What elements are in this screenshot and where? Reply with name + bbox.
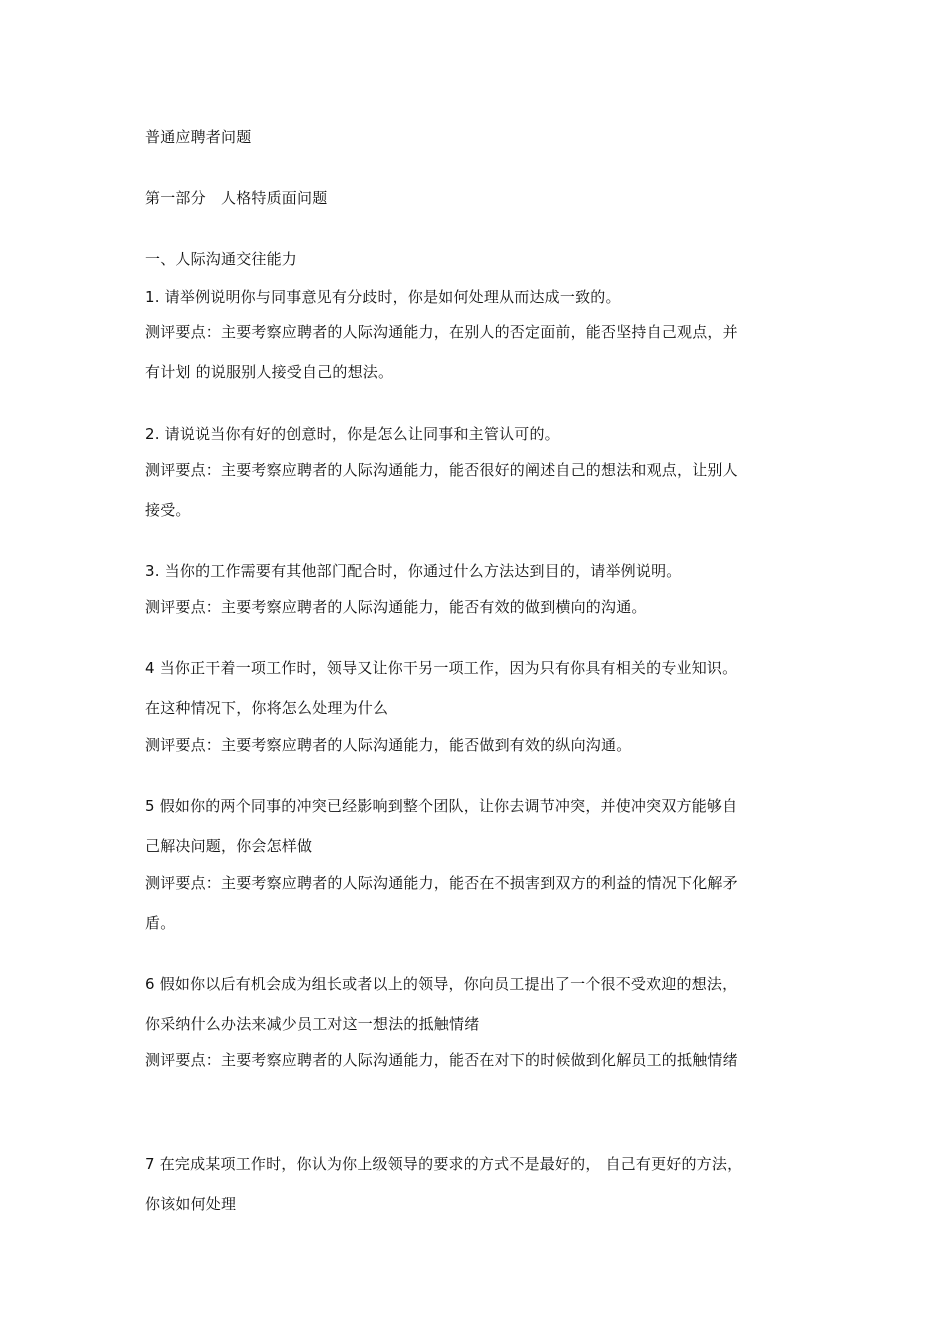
evaluation-6-line-1: 测评要点：主要考察应聘者的人际沟通能力，能否在对下的时候做到化解员工的抵触情绪 bbox=[145, 1051, 738, 1069]
evaluation-3-line-1: 测评要点：主要考察应聘者的人际沟通能力，能否有效的做到横向的沟通。 bbox=[145, 598, 647, 616]
question-1: 1. 请举例说明你与同事意见有分歧时，你是如何处理从而达成一致的。 bbox=[145, 288, 621, 306]
evaluation-2-line-2: 接受。 bbox=[145, 501, 191, 519]
evaluation-5-line-2: 盾。 bbox=[145, 914, 176, 932]
evaluation-5-line-1: 测评要点：主要考察应聘者的人际沟通能力，能否在不损害到双方的利益的情况下化解矛 bbox=[145, 874, 738, 892]
question-5-line-1: 5 假如你的两个同事的冲突已经影响到整个团队，让你去调节冲突，并使冲突双方能够自 bbox=[145, 797, 738, 815]
part-heading: 第一部分 人格特质面问题 bbox=[145, 189, 328, 207]
question-6-line-2: 你采纳什么办法来减少员工对这一想法的抵触情绪 bbox=[145, 1015, 480, 1033]
evaluation-1-line-2: 有计划 的说服别人接受自己的想法。 bbox=[145, 363, 394, 381]
question-7-line-1: 7 在完成某项工作时，你认为你上级领导的要求的方式不是最好的， 自己有更好的方法， bbox=[145, 1155, 743, 1173]
question-2: 2. 请说说当你有好的创意时，你是怎么让同事和主管认可的。 bbox=[145, 425, 560, 443]
question-5-line-2: 己解决问题，你会怎样做 bbox=[145, 837, 313, 855]
question-3: 3. 当你的工作需要有其他部门配合时，你通过什么方法达到目的，请举例说明。 bbox=[145, 562, 682, 580]
question-6-line-1: 6 假如你以后有机会成为组长或者以上的领导，你向员工提出了一个很不受欢迎的想法， bbox=[145, 975, 738, 993]
question-4-line-2: 在这种情况下，你将怎么处理为什么 bbox=[145, 699, 389, 717]
question-4-line-1: 4 当你正干着一项工作时，领导又让你干另一项工作，因为只有你具有相关的专业知识。 bbox=[145, 659, 738, 677]
evaluation-4-line-1: 测评要点：主要考察应聘者的人际沟通能力，能否做到有效的纵向沟通。 bbox=[145, 736, 632, 754]
section-heading: 一、人际沟通交往能力 bbox=[145, 250, 298, 268]
question-7-line-2: 你该如何处理 bbox=[145, 1195, 237, 1213]
evaluation-1-line-1: 测评要点：主要考察应聘者的人际沟通能力，在别人的否定面前，能否坚持自己观点，并 bbox=[145, 323, 738, 341]
evaluation-2-line-1: 测评要点：主要考察应聘者的人际沟通能力，能否很好的阐述自己的想法和观点，让别人 bbox=[145, 461, 738, 479]
document-title: 普通应聘者问题 bbox=[145, 128, 252, 146]
